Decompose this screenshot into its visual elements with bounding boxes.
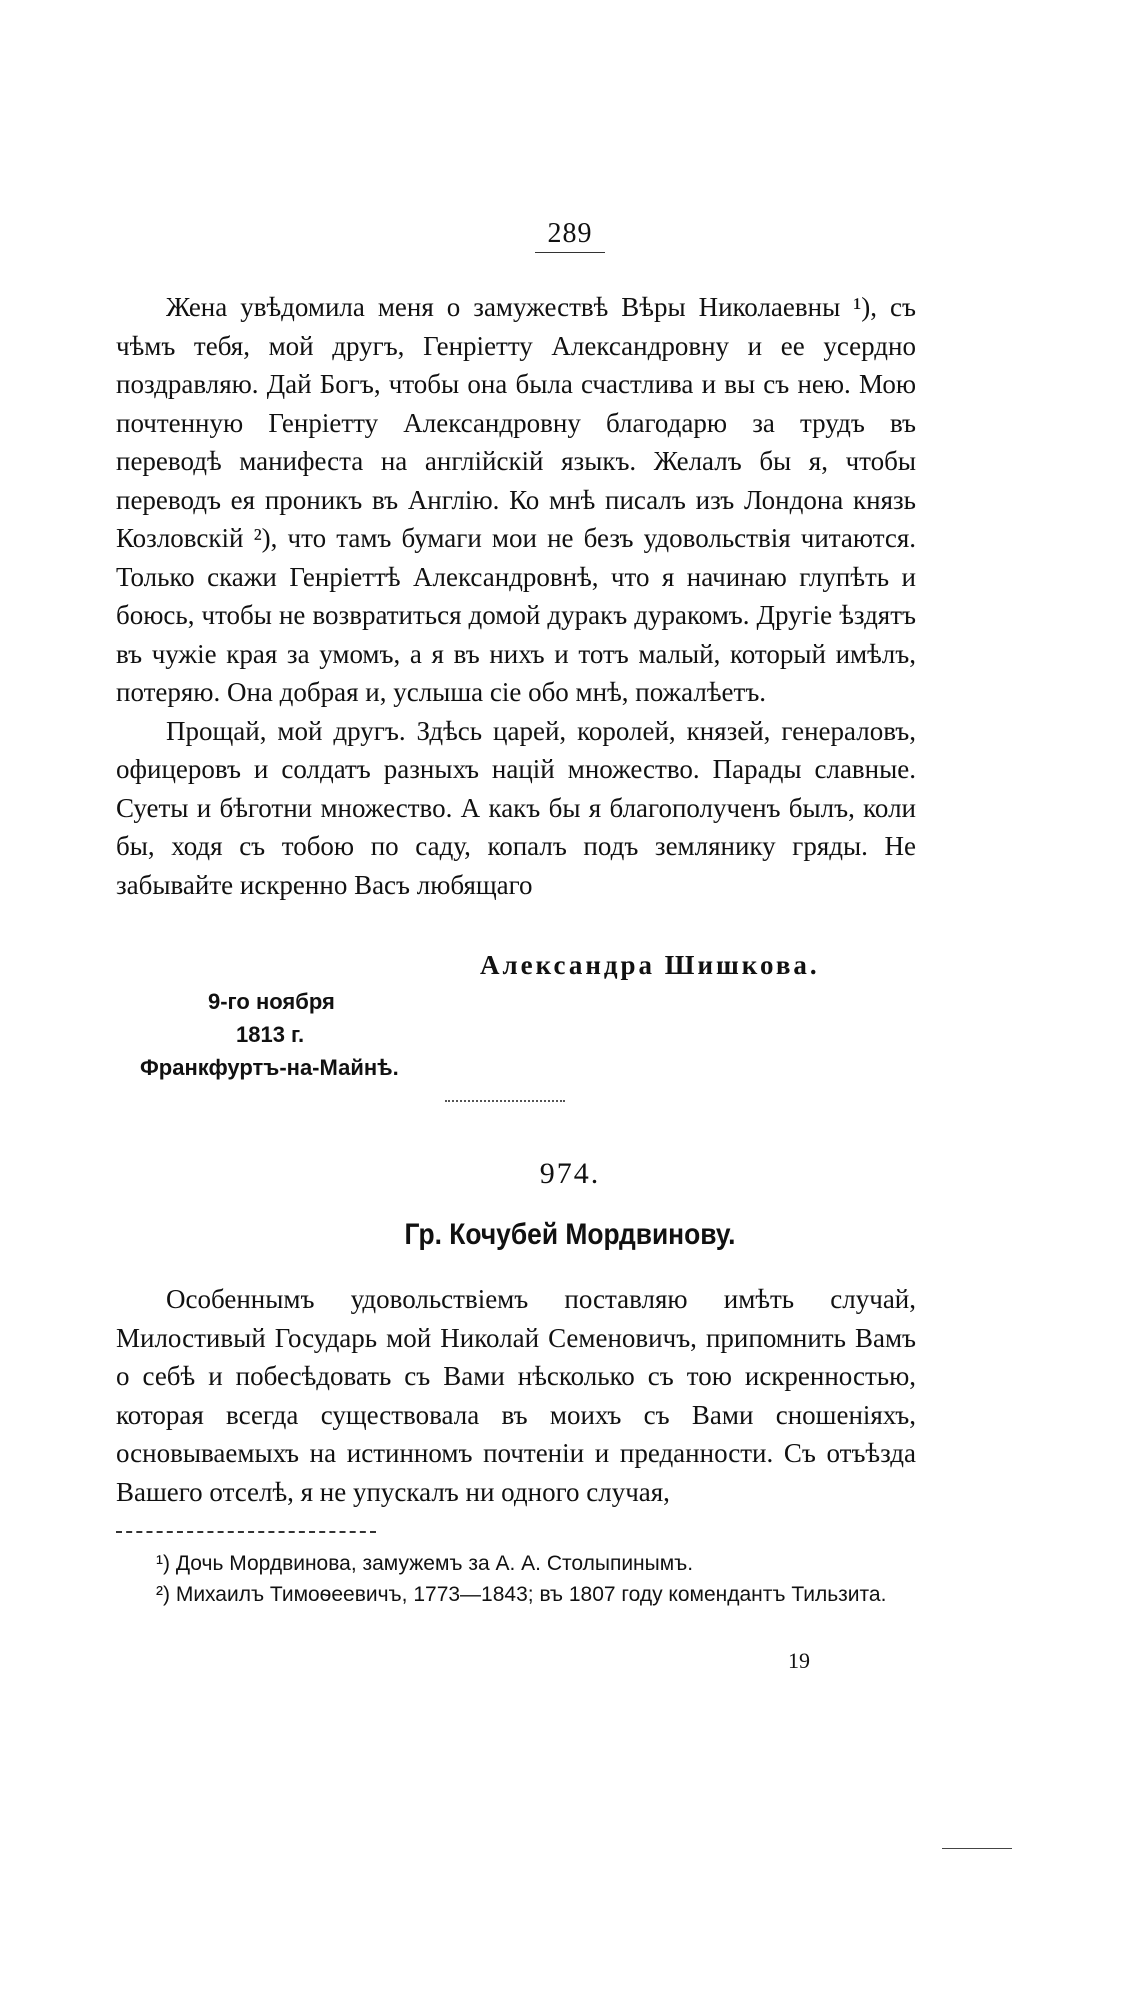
- printer-signature-mark: 19: [788, 1648, 810, 1673]
- section-separator: [445, 1100, 565, 1102]
- page-number-rule: [535, 252, 605, 253]
- next-letter-paragraph: Особеннымъ удовольствіемъ поставляю имѣть случай, Милостивый Государь мой Николай Семеновичъ, припомнить Вамъ о себѣ и побесѣдовать съ Вами нѣсколько съ тою искренностью, которая всегда существовала въ моихъ съ Вами сношеніяхъ, основываемыхъ на истинномъ почтеніи и преданности. Съ отъѣзда Вашего отселѣ, я не упускалъ ни одного случая,: [116, 1284, 916, 1507]
- year-line: 1813 г.: [236, 1022, 305, 1047]
- place-line: Франкфуртъ-на-Майнѣ.: [140, 1055, 399, 1080]
- page-number: 289: [0, 218, 1140, 253]
- footnote-1: ¹) Дочь Мордвинова, замужемъ за А. А. Столыпинымъ.: [156, 1552, 694, 1575]
- letter-paragraph-1: Жена увѣдомила меня о замужествѣ Вѣры Николаевны ¹), съ чѣмъ тебя, мой другъ, Генріетту Александровну и ее усердно поздравляю. Дай Богъ, чтобы она была счастлива и вы съ нею. Мою почтенную Генріетту Александровну благодарю за трудъ въ переводѣ манифеста на англійскій языкъ. Желалъ бы я, чтобы переводъ ея проникъ въ Англію. Ко мнѣ писалъ изъ Лондона князь Козловскій ²), что тамъ бумаги мои не безъ удовольствія читаются. Только скажи Генріеттѣ Александровнѣ, что я начинаю глупѣть и боюсь, чтобы не возвратиться домой дуракъ дуракомъ. Другіе ѣздятъ въ чужіе края за умомъ, а я въ нихъ и тотъ малый, который имѣлъ, потеряю. Она добрая и, услыша сіе обо мнѣ, пожалѣетъ.: [116, 292, 916, 707]
- footnote-rule: [116, 1531, 376, 1533]
- date-line: 9-го ноября: [208, 989, 335, 1014]
- margin-rule: [942, 1848, 1012, 1849]
- letter-number: 974.: [539, 1157, 601, 1190]
- letter-body: [116, 288, 916, 904]
- footnote-2: ²) Михаилъ Тимоѳеевичъ, 1773—1843; въ 1807 году комендантъ Тильзита.: [156, 1583, 887, 1606]
- next-letter-body: [116, 1280, 916, 1511]
- signature: Александра Шишкова.: [480, 950, 820, 980]
- footnotes: [116, 1548, 916, 1610]
- date-and-place: [140, 985, 399, 1084]
- letter-paragraph-2: Прощай, мой другъ. Здѣсь царей, королей, князей, генераловъ, офицеровъ и солдатъ разныхъ націй множество. Парады славные. Суеты и бѣготни множество. А какъ бы я благополученъ былъ, коли бы, ходя съ тобою по саду, копалъ подъ землянику гряды. Не забывайте искренно Васъ любящаго: [116, 715, 916, 900]
- letter-heading: Гр. Кочубей Мордвинову.: [404, 1218, 736, 1251]
